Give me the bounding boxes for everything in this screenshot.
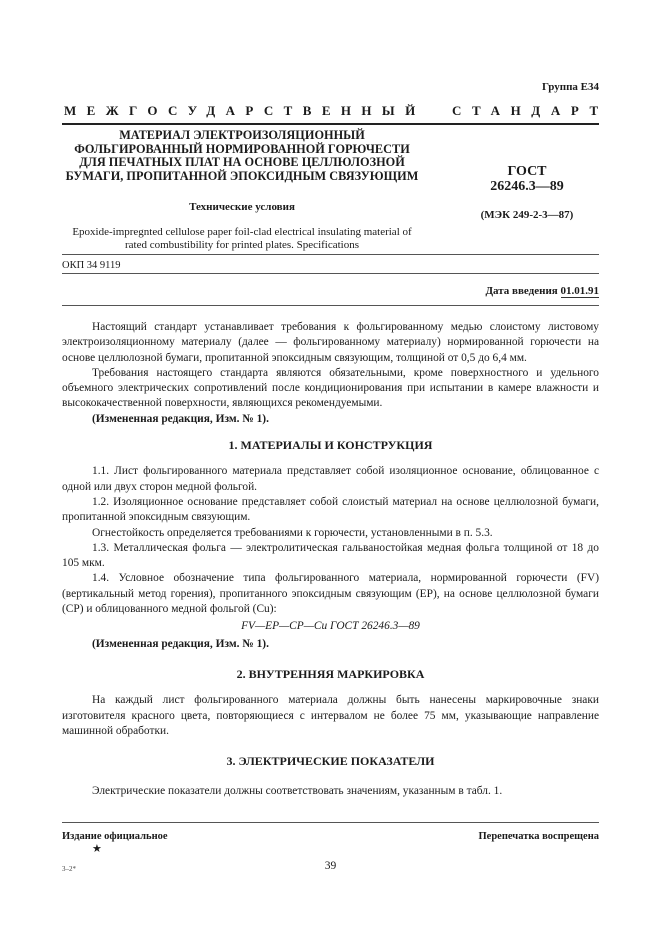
print-mark: 3–2* bbox=[62, 865, 76, 873]
page-number: 39 bbox=[324, 860, 337, 872]
section-2-heading: 2. ВНУТРЕННЯЯ МАРКИРОВКА bbox=[236, 666, 425, 681]
clause-3: Электрические показатели должны соответствовать значениям, указанным в табл. 1. bbox=[92, 785, 503, 798]
star-icon: ★ bbox=[92, 843, 102, 855]
document-subtitle: Технические условия bbox=[189, 201, 295, 213]
mek-reference: (МЭК 249-2-3—87) bbox=[480, 209, 574, 221]
official-edition: Издание официальное bbox=[62, 831, 168, 842]
mezh-heading: МЕЖГОСУДАРСТВЕННЫЙ bbox=[64, 103, 426, 118]
effective-date bbox=[485, 285, 599, 297]
document-body bbox=[62, 320, 599, 800]
reprint-prohibited: Перепечатка воспрещена bbox=[478, 831, 599, 842]
english-title: Epoxide-impregnted cellulose paper foil-clad electrical insulating material of rated combustibility for printed plates. Specifications bbox=[72, 226, 412, 251]
gost-label: ГОСТ bbox=[507, 164, 547, 179]
footer-rule bbox=[62, 822, 599, 823]
clause-2: На каждый лист фольгированного материала должны быть нанесены маркировочные знаки изготовителя красного цвета, повторяющиеся с интервалом не более 75 мм, указывающие направление машинной обработки. bbox=[62, 694, 599, 737]
clause-1-3: 1.3. Металлическая фольга — электролитическая гальваностойкая медная фольга толщиной от 18 до 105 мкм. bbox=[62, 541, 599, 570]
change-note-1: (Измененная редакция, Изм. № 1). bbox=[92, 637, 269, 650]
document-title: МАТЕРИАЛ ЭЛЕКТРОИЗОЛЯЦИОННЫЙ ФОЛЬГИРОВАННЫЙ НОРМИРОВАННОЙ ГОРЮЧЕСТИ ДЛЯ ПЕЧАТНЫХ ПЛАТ НА ОСНОВЕ ЦЕЛЛЮЛОЗНОЙ БУМАГИ, ПРОПИТАННОЙ ЭПОКСИДНЫМ СВЯЗУЮЩИМ bbox=[65, 128, 419, 183]
okp-code: ОКП 34 9119 bbox=[62, 260, 121, 271]
rule-after-date bbox=[62, 305, 599, 306]
clause-1-1: 1.1. Лист фольгированного материала представляет собой изоляционное основание, облицованное с одной или двух сторон медной фольгой. bbox=[62, 465, 599, 493]
rule-after-okp bbox=[62, 273, 599, 274]
intro-paragraph: Настоящий стандарт устанавливает требования к фольгированному медью слоистому листовому электроизоляционному материалу (далее — фольгированному материалу) нормированной горючести на основе целлюлозной бумаги, пропитанной эпоксидным связующим, толщиной от 0,5 до 6,4 мм. bbox=[62, 321, 599, 364]
section-1-heading: 1. МАТЕРИАЛЫ И КОНСТРУКЦИЯ bbox=[228, 438, 433, 453]
gost-code: 26246.3—89 bbox=[490, 179, 564, 194]
designation-formula: FV—EP—CP—Cu ГОСТ 26246.3—89 bbox=[241, 620, 420, 633]
top-rule bbox=[62, 123, 599, 125]
gost-number bbox=[452, 164, 602, 194]
date-value: 01.01.91 bbox=[560, 285, 599, 297]
group-code: Группа Е34 bbox=[541, 81, 599, 93]
clause-1-4: 1.4. Условное обозначение типа фольгированного материала, нормированной горючести (FV) (вертикальный метод горения), пропитанного эпоксидным связующим (ЕР), на основе целлюлозной бумаги (СР) и облицованного медной фольгой (Сu): bbox=[62, 572, 599, 616]
standart-heading: СТАНДАРТ bbox=[452, 103, 609, 118]
date-label: Дата введения bbox=[485, 285, 558, 297]
clause-1-2: 1.2. Изоляционное основание представляет собой слоистый материал на основе целлюлозной бумаги, пропитанной эпоксидным связующим. bbox=[62, 495, 599, 524]
rule-after-title bbox=[62, 254, 599, 255]
section-3-heading: 3. ЭЛЕКТРИЧЕСКИЕ ПОКАЗАТЕЛИ bbox=[226, 754, 435, 769]
requirements-paragraph: Требования настоящего стандарта являются обязательными, кроме поверхностного и удельного объемного электрических сопротивлений после кондиционирования при испытании в камере влажности и высококачественной поверхности, являющихся рекомендуемыми. bbox=[62, 366, 599, 410]
clause-1-2-fire: Огнестойкость определяется требованиями к горючести, установленными в п. 5.3. bbox=[92, 526, 493, 539]
change-note: (Измененная редакция, Изм. № 1). bbox=[92, 412, 269, 425]
